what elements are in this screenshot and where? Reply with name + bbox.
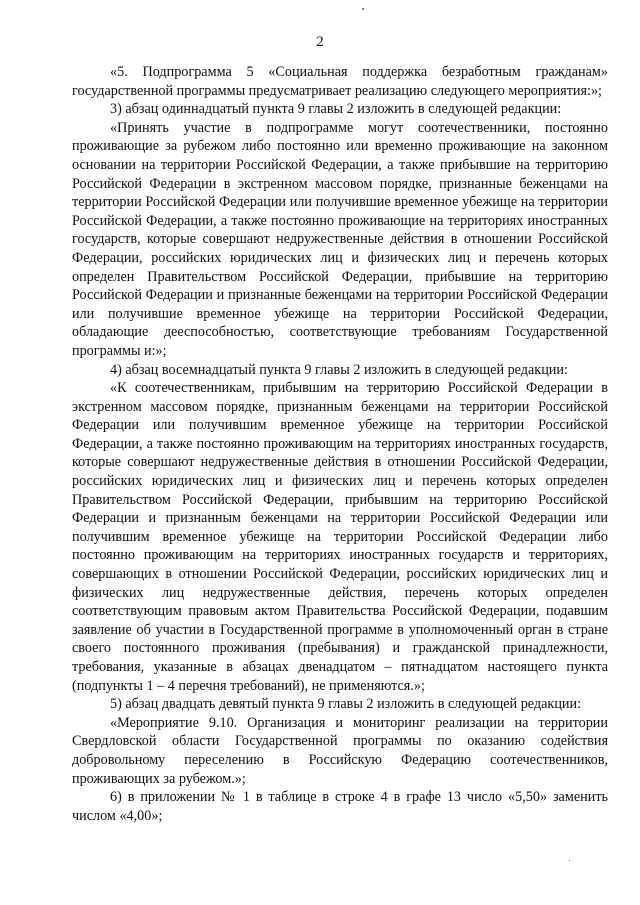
scan-speck	[569, 860, 570, 861]
page-number: 2	[316, 34, 324, 50]
document-body	[72, 63, 608, 825]
paragraph-amendment-6: 6) в приложении № 1 в таблице в строке 4 в графе 13 число «5,50» заменить числом «4,00»;	[72, 789, 608, 824]
paragraph-measure-9-10: «Мероприятие 9.10. Организация и мониторинг реализации на территории Свердловской области Государственной программы по оказанию содействия добровольному переселению в Российскую Федерацию соотечественников, проживающих за рубежом.»;	[72, 714, 608, 787]
scan-speck	[362, 8, 364, 10]
paragraph-compatriots: «К соотечественникам, прибывшим на территорию Российской Федерации в экстренном массовом порядке, признанным беженцами на территории Российской Федерации или получившим временное убежище на территории Российской Федерации, а также постоянно проживающим на территориях иностранных государств, которые совершают недружественные действия в отношении Российской Федерации, российских юридических лиц и физических лиц и перечень которых определен Правительством Российской Федерации, прибывшим на территорию Российской Федерации и признанным беженцами на территории Российской Федерации или получившим временное убежище на территории Российской Федерации либо постоянно проживающим на территориях иностранных государств и территориях, совершающих в отношении Российской Федерации, российских юридических лиц и физических лиц недружественные действия, перечень которых определен соответствующим правовым актом Правительства Российской Федерации, подавшим заявление об участии в Государственной программе в уполномоченный орган в стране своего постоянного проживания (пребывания) и гражданской принадлежности, требования, указанные в абзацах двенадцатом – пятнадцатом настоящего пункта (подпункты 1 – 4 перечня требований), не применяются.»;	[72, 380, 608, 694]
paragraph-amendment-4: 4) абзац восемнадцатый пункта 9 главы 2 изложить в следующей редакции:	[110, 361, 568, 378]
paragraph-amendment-3: 3) абзац одиннадцатый пункта 9 главы 2 изложить в следующей редакции:	[110, 101, 562, 118]
paragraph-subprogram-5: «5. Подпрограмма 5 «Социальная поддержка безработным гражданам» государственной программы предусматривает реализацию следующего мероприятия:»;	[72, 64, 608, 99]
paragraph-participants: «Принять участие в подпрограмме могут соотечественники, постоянно проживающие за рубежом либо постоянно или временно проживающие на законном основании на территории Российской Федерации, а также прибывшие на территорию Российской Федерации в экстренном массовом порядке, признанные беженцами на территории Российской Федерации или получившие временное убежище на территории Российской Федерации, а также постоянно проживающие на территориях иностранных государств, которые совершают недружественные действия в отношении Российской Федерации, российских юридических лиц и физических лиц и перечень которых определен Правительством Российской Федерации, прибывшие на территорию Российской Федерации и признанные беженцами на территории Российской Федерации или получившие временное убежище на территории Российской Федерации, обладающие дееспособностью, соответствующие требованиям Государственной программы и:»;	[72, 119, 608, 359]
paragraph-amendment-5: 5) абзац двадцать девятый пункта 9 главы 2 изложить в следующей редакции:	[110, 696, 582, 713]
